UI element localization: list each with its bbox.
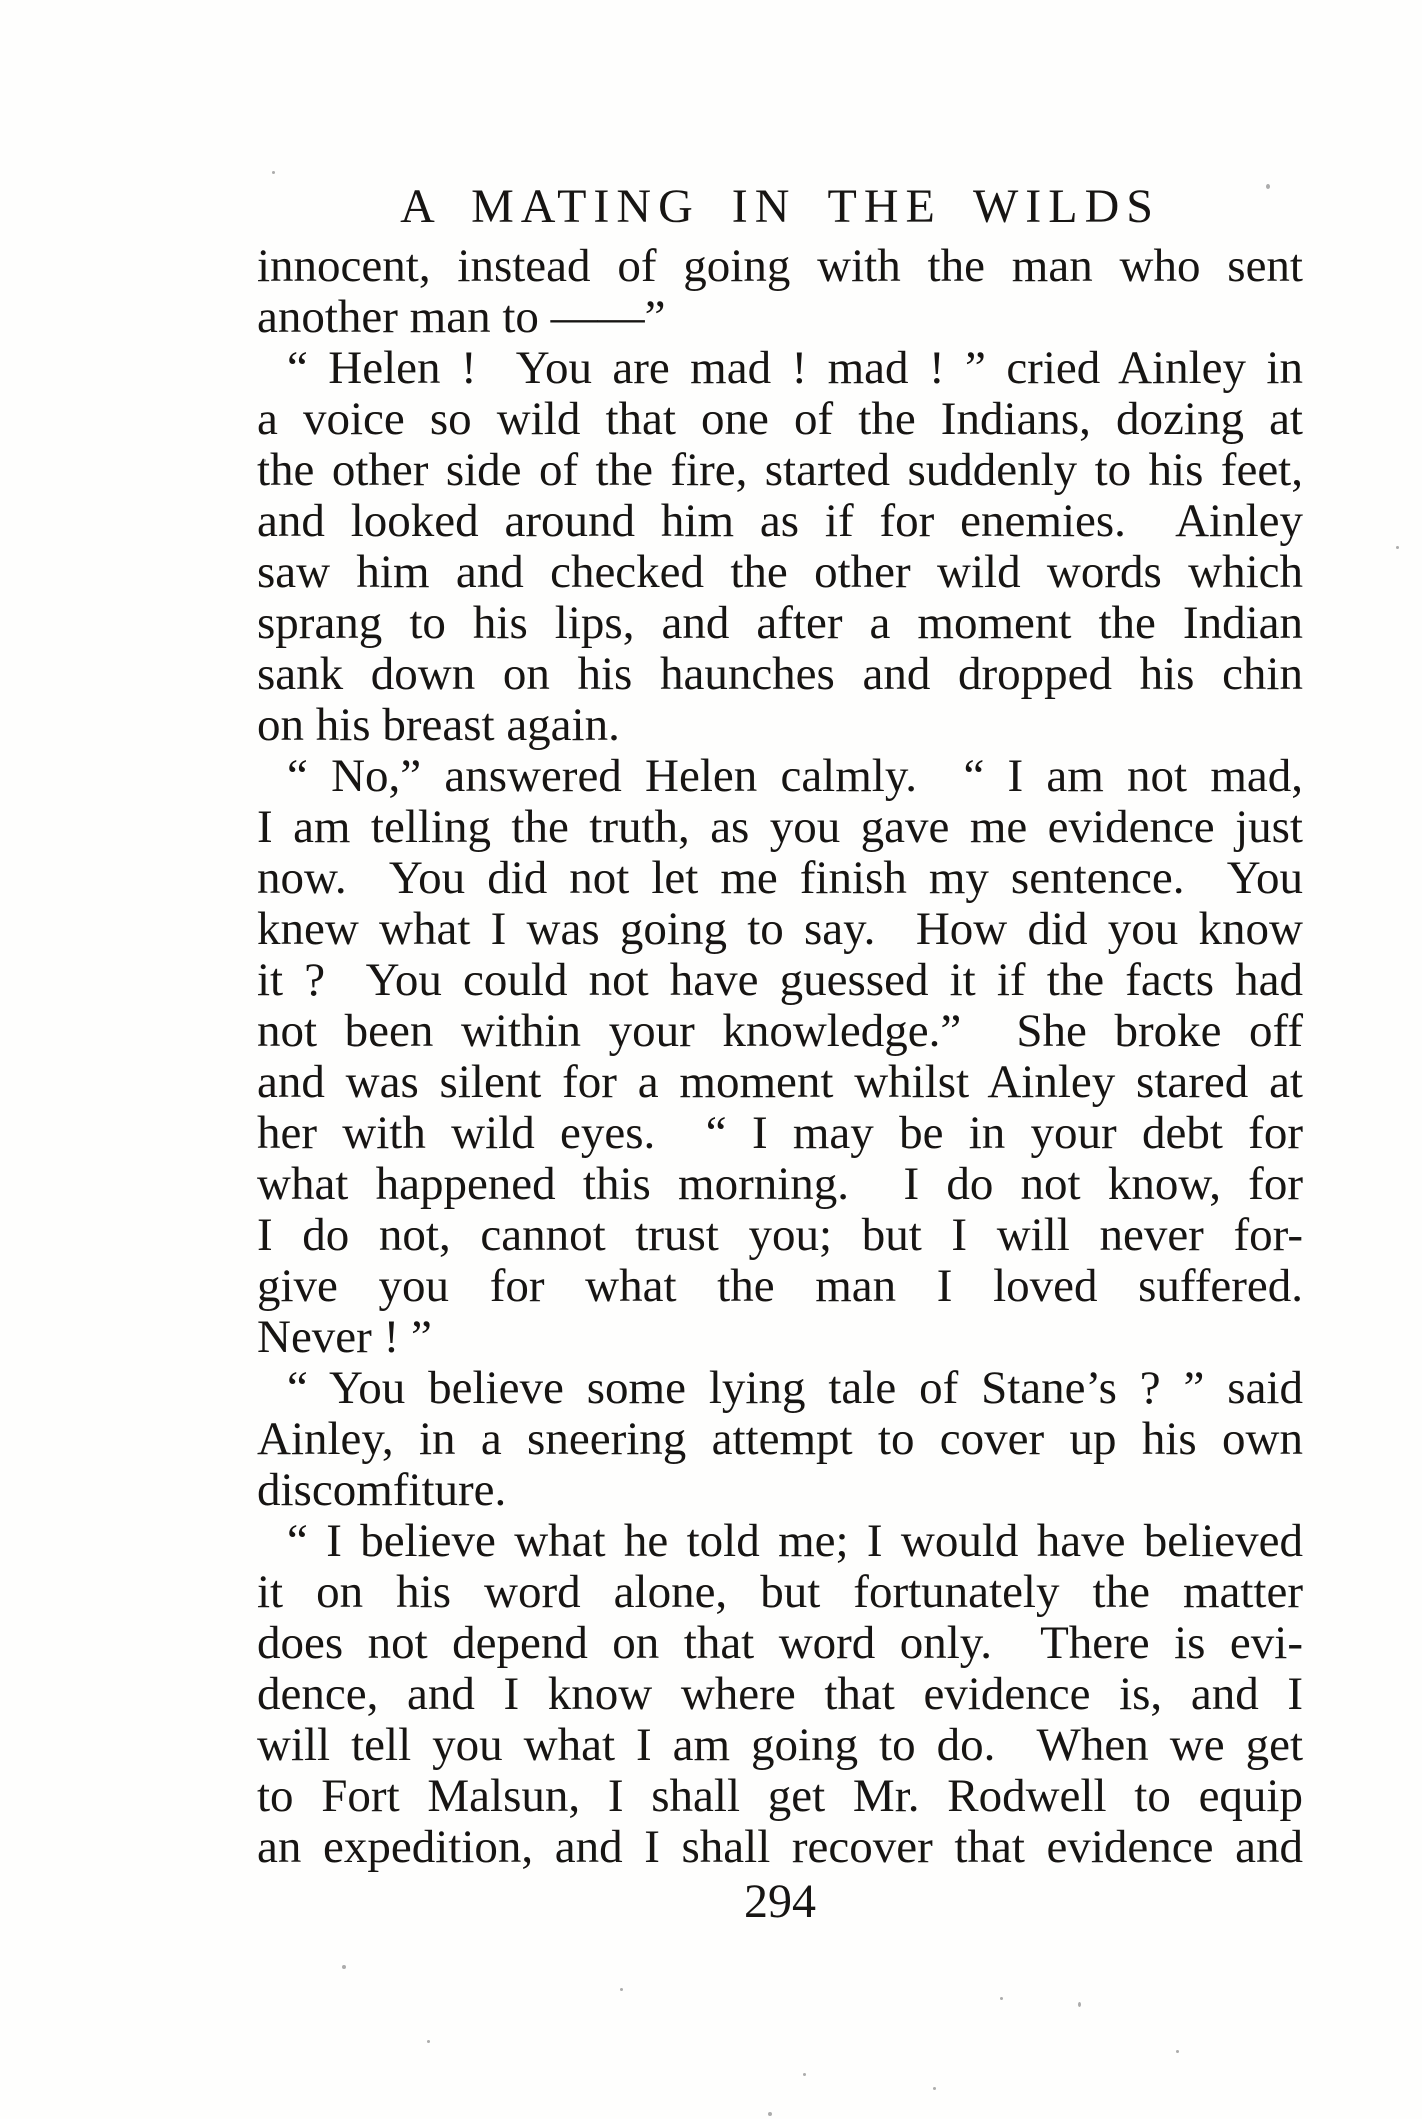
body-line: her with wild eyes. “ I may be in your debt for xyxy=(257,1107,1303,1159)
scan-speck xyxy=(272,171,275,174)
scan-speck xyxy=(768,2112,772,2116)
scan-speck xyxy=(263,459,266,462)
body-line: will tell you what I am going to do. When we get xyxy=(257,1719,1303,1771)
body-text-block xyxy=(257,241,1303,1873)
body-line: innocent, instead of going with the man who sent xyxy=(257,240,1303,292)
scan-speck xyxy=(1176,2050,1179,2053)
scan-speck xyxy=(1266,184,1270,189)
body-line: sank down on his haunches and dropped his chin xyxy=(257,648,1303,700)
body-line: “ You believe some lying tale of Stane’s ? ” said xyxy=(287,1362,1303,1414)
body-line: discomfiture. xyxy=(257,1464,507,1516)
scan-speck xyxy=(342,1965,346,1969)
body-line: does not depend on that word only. There is evi- xyxy=(257,1617,1303,1669)
body-line: an expedition, and I shall recover that evidence and xyxy=(257,1821,1303,1873)
body-line: and looked around him as if for enemies. Ainley xyxy=(257,495,1303,547)
body-line: another man to ——” xyxy=(257,291,666,343)
body-line: “ No,” answered Helen calmly. “ I am not mad, xyxy=(287,750,1303,802)
body-line: sprang to his lips, and after a moment the Indian xyxy=(257,597,1303,649)
body-line: it ? You could not have guessed it if the facts had xyxy=(257,954,1303,1006)
page-number: 294 xyxy=(744,1875,816,1928)
body-line: dence, and I know where that evidence is, and I xyxy=(257,1668,1303,1720)
scan-speck xyxy=(933,2087,936,2090)
body-line: “ Helen ! You are mad ! mad ! ” cried Ainley in xyxy=(287,342,1303,394)
body-line: “ I believe what he told me; I would have believed xyxy=(287,1515,1303,1567)
body-line: give you for what the man I loved suffered. xyxy=(257,1260,1303,1312)
scan-speck xyxy=(803,2073,806,2076)
scan-speck xyxy=(1000,1997,1003,2000)
body-line: I am telling the truth, as you gave me evidence just xyxy=(257,801,1303,853)
scan-speck xyxy=(620,1988,623,1991)
body-line: Never ! ” xyxy=(257,1311,432,1363)
body-line: saw him and checked the other wild words which xyxy=(257,546,1303,598)
body-line: on his breast again. xyxy=(257,699,620,751)
body-line: a voice so wild that one of the Indians, dozing at xyxy=(257,393,1303,445)
body-line: what happened this morning. I do not know, for xyxy=(257,1158,1303,1210)
scan-speck xyxy=(427,2040,430,2043)
body-line: and was silent for a moment whilst Ainley stared at xyxy=(257,1056,1303,1108)
body-line: it on his word alone, but fortunately the matter xyxy=(257,1566,1303,1618)
page-title: A MATING IN THE WILDS xyxy=(400,180,1160,233)
body-line: to Fort Malsun, I shall get Mr. Rodwell to equip xyxy=(257,1770,1303,1822)
scan-speck xyxy=(1396,546,1399,549)
body-line: Ainley, in a sneering attempt to cover up his own xyxy=(257,1413,1303,1465)
scan-speck xyxy=(1078,2002,1081,2007)
body-line: not been within your knowledge.” She broke off xyxy=(257,1005,1303,1057)
body-line: now. You did not let me finish my sentence. You xyxy=(257,852,1303,904)
body-line: the other side of the fire, started suddenly to his feet, xyxy=(257,444,1303,496)
body-line: knew what I was going to say. How did you know xyxy=(257,903,1303,955)
body-line: I do not, cannot trust you; but I will never for- xyxy=(257,1209,1303,1261)
